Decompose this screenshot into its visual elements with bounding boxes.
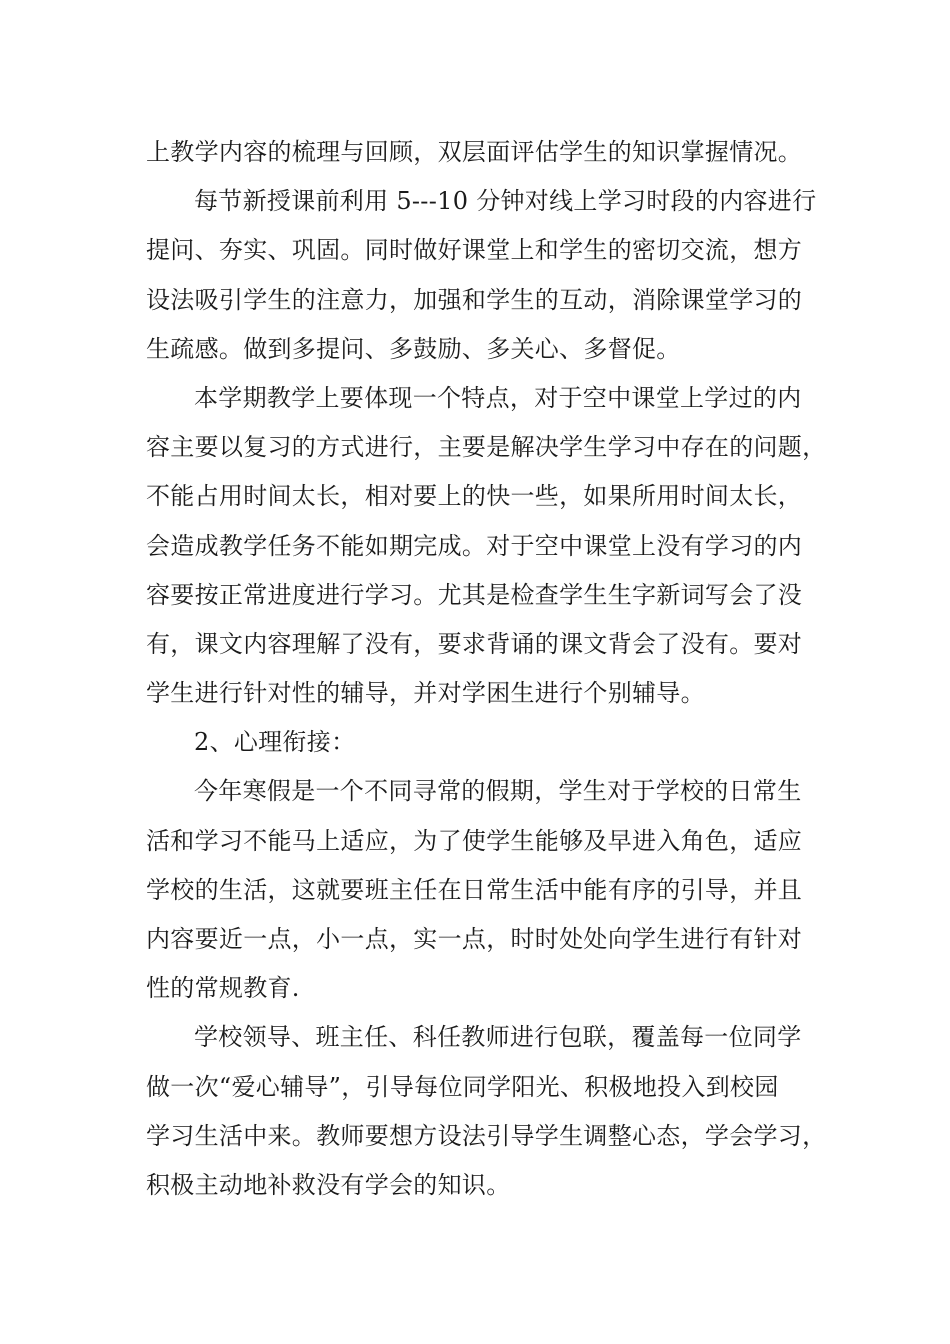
paragraph-first-line: 每节新授课前利用 5---10 分钟对线上学习时段的内容进行 [194,187,817,216]
text-line: 做一次“爱心辅导”，引导每位同学阳光、积极地投入到校园 [146,1072,779,1101]
text-line: 上教学内容的梳理与回顾，双层面评估学生的知识掌握情况。 [146,138,803,166]
text-line: 不能占用时间太长，相对要上的快一些，如果所用时间太长， [146,482,803,511]
text-line: 内容要近一点，小一点，实一点，时时处处向学生进行有针对 [146,925,803,953]
paragraph-first-line: 学校领导、班主任、科任教师进行包联，覆盖每一位同学 [194,1023,802,1052]
section-heading: 2、心理衔接： [194,728,356,757]
text-line: 生疏感。做到多提问、多鼓励、多关心、多督促。 [146,334,681,363]
text-line: 学校的生活，这就要班主任在日常生活中能有序的引导，并且 [146,875,803,904]
text-line: 学生进行针对性的辅导，并对学困生进行个别辅导。 [146,679,705,708]
text-line: 容要按正常进度进行学习。尤其是检查学生生字新词写会了没 [146,580,803,609]
text-line: 提问、夯实、巩固。同时做好课堂上和学生的密切交流，想方 [146,236,803,265]
paragraph-first-line: 今年寒假是一个不同寻常的假期，学生对于学校的日常生 [194,777,802,806]
paragraph-first-line: 本学期教学上要体现一个特点，对于空中课堂上学过的内 [194,383,802,412]
text-line: 容主要以复习的方式进行，主要是解决学生学习中存在的问题， [146,433,827,462]
text-line: 会造成教学任务不能如期完成。对于空中课堂上没有学习的内 [146,531,803,560]
text-line: 学习生活中来。教师要想方设法引导学生调整心态，学会学习， [146,1121,827,1150]
text-line: 性的常规教育. [146,974,300,1003]
document-body [146,128,826,1210]
text-line: 有，课文内容理解了没有，要求背诵的课文背会了没有。要对 [146,629,803,658]
text-line: 设法吸引学生的注意力，加强和学生的互动，消除课堂学习的 [146,285,803,314]
text-line: 活和学习不能马上适应，为了使学生能够及早进入角色，适应 [146,826,803,855]
text-line: 积极主动地补救没有学会的知识。 [146,1170,511,1199]
